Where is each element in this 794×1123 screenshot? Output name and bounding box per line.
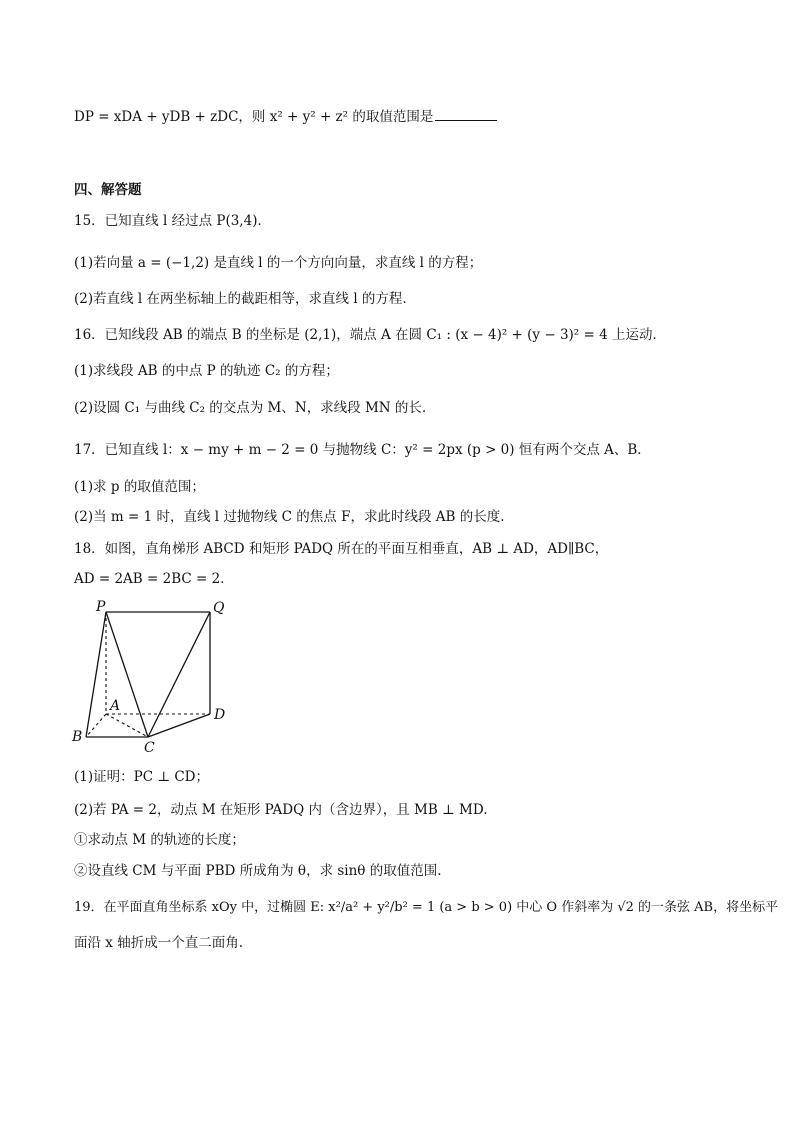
question-19: 19．在平面直角坐标系 xOy 中，过椭圆 E: x²/a² + y²/b² = 1 (a > b > 0) 中心 O 作斜率为 √2 的一条弦 AB，将坐标平 [74,900,779,915]
geometry-figure [70,598,240,758]
section-heading: 四、解答题 [74,182,142,198]
label-Q: Q [213,600,225,616]
question-15-part-2: (2)若直线 l 在两坐标轴上的截距相等，求直线 l 的方程. [74,291,407,307]
text-line [74,108,497,126]
question-19-cont: 面沿 x 轴折成一个直二面角. [74,935,243,951]
question-17: 17．已知直线 l：x − my + m − 2 = 0 与抛物线 C：y² = 2px (p > 0) 恒有两个交点 A、B． [74,442,651,458]
question-18-part-1: (1)证明：PC ⊥ CD； [74,769,209,785]
text: DP = xDA + yDB + zDC，则 x² + y² + z² 的取值范围是 [74,109,434,125]
edge-QC [148,612,210,737]
question-15-part-1: (1)若向量 a = (−1,2) 是直线 l 的一个方向向量，求直线 l 的方程； [74,255,483,271]
question-18-condition: AD = 2AB = 2BC = 2． [74,571,234,587]
label-A: A [110,698,121,714]
question-16-part-1: (1)求线段 AB 的中点 P 的轨迹 C₂ 的方程； [74,363,339,379]
question-18-part-2a: ①求动点 M 的轨迹的长度； [74,832,245,848]
question-17-part-2: (2)当 m = 1 时，直线 l 过抛物线 C 的焦点 F，求此时线段 AB 的长度. [74,509,505,525]
question-16-part-2: (2)设圆 C₁ 与曲线 C₂ 的交点为 M、N，求线段 MN 的长. [74,400,427,416]
edge-PC [106,612,148,737]
question-15: 15．已知直线 l 经过点 P(3,4)． [74,213,271,229]
edge-PB [86,612,106,737]
question-18-part-2: (2)若 PA = 2，动点 M 在矩形 PADQ 内（含边界），且 MB ⊥ MD. [74,802,488,818]
label-P: P [96,599,106,615]
question-17-part-1: (1)求 p 的取值范围； [74,479,205,495]
answer-blank [435,108,497,121]
question-16: 16．已知线段 AB 的端点 B 的坐标是 (2,1)，端点 A 在圆 C₁ : (x − 4)² + (y − 3)² = 4 上运动． [74,327,666,343]
label-C: C [144,740,155,756]
label-B: B [72,729,83,745]
question-18: 18．如图，直角梯形 ABCD 和矩形 PADQ 所在的平面互相垂直，AB ⊥ AD，AD∥BC， [74,541,609,557]
question-18-part-2b: ②设直线 CM 与平面 PBD 所成角为 θ，求 sinθ 的取值范围. [74,863,442,879]
label-D: D [214,707,226,723]
